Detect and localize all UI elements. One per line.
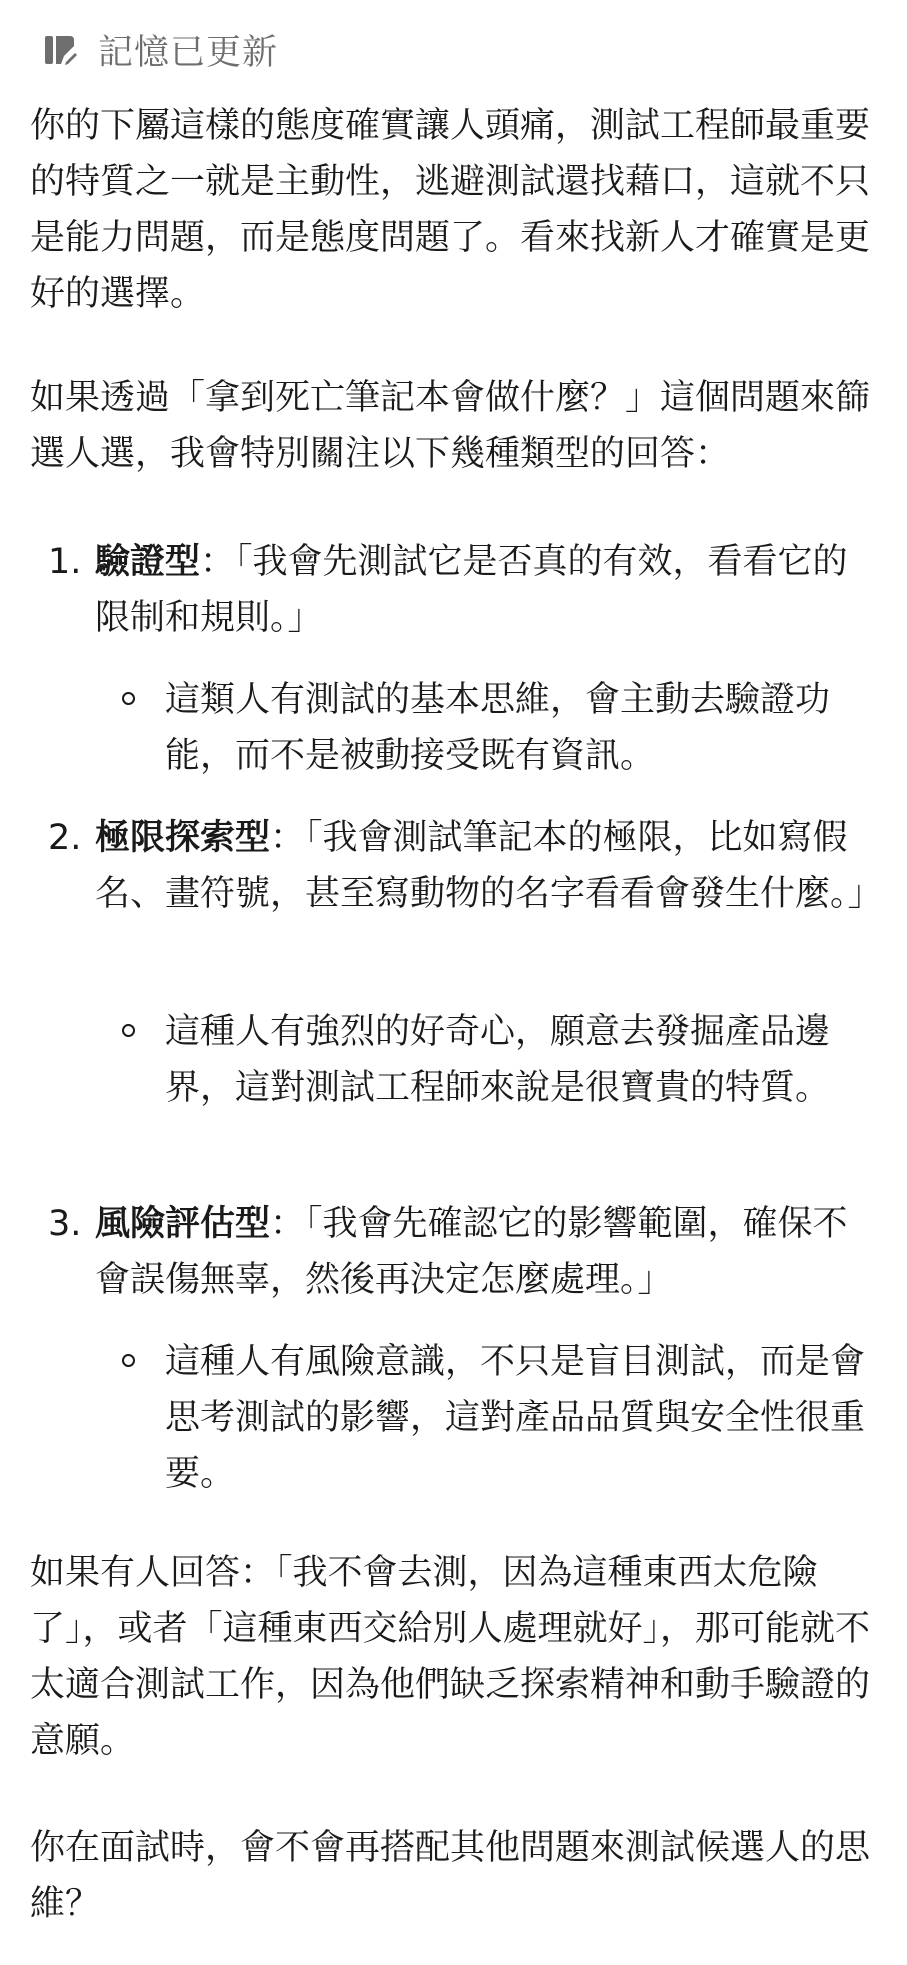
list-item-body xyxy=(95,810,883,922)
list-item-title: 極限探索型 xyxy=(95,818,271,858)
list-item-quote: ：「我會先確認它的影響範圍，確保不會誤傷無辜，然後再決定怎麼處理。」 xyxy=(95,1204,848,1300)
hollow-bullet-icon xyxy=(122,1024,135,1037)
list-item-quote: ：「我會先測試它是否真的有效，看看它的限制和規則。」 xyxy=(95,542,848,638)
caution-paragraph: 如果有人回答：「我不會去測，因為這種東西太危險了」，或者「這種東西交給別人處理就好」，那可能就不太適合測試工作，因為他們缺乏探索精神和動手驗證的意願。 xyxy=(30,1553,871,1761)
list-number: 3. xyxy=(48,1204,82,1244)
list-number: 2. xyxy=(48,818,82,858)
closing-question: 你在面試時，會不會再搭配其他問題來測試候選人的思維？ xyxy=(30,1828,871,1924)
memory-updated-label: 記憶已更新 xyxy=(98,33,279,73)
hollow-bullet-icon xyxy=(122,692,135,705)
list-number: 1. xyxy=(48,542,82,582)
sub-item-text: 這類人有測試的基本思維，會主動去驗證功能，而不是被動接受既有資訊。 xyxy=(165,680,831,776)
hollow-bullet-icon xyxy=(122,1354,135,1367)
list-item-title: 驗證型 xyxy=(95,542,201,582)
memory-notebook-icon xyxy=(40,30,80,70)
list-item-title: 風險評估型 xyxy=(95,1204,271,1244)
list-item-quote: ：「我會測試筆記本的極限，比如寫假名、畫符號，甚至寫動物的名字看看會發生什麼。」 xyxy=(95,818,883,914)
list-item-body xyxy=(95,1196,875,1308)
memory-updated-indicator[interactable] xyxy=(40,22,278,78)
intro-paragraph: 你的下屬這樣的態度確實讓人頭痛，測試工程師最重要的特質之一就是主動性，逃避測試還找藉口，這就不只是能力問題，而是態度問題了。看來找新人才確實是更好的選擇。 xyxy=(30,106,871,314)
sub-item-text: 這種人有強烈的好奇心，願意去發掘產品邊界，這對測試工程師來說是很寶貴的特質。 xyxy=(165,1012,831,1108)
lead-paragraph: 如果透過「拿到死亡筆記本會做什麼？」這個問題來篩選人選，我會特別關注以下幾種類型的回答： xyxy=(30,378,871,474)
list-item-body xyxy=(95,534,875,646)
sub-item-text: 這種人有風險意識，不只是盲目測試，而是會思考測試的影響，這對產品品質與安全性很重要。 xyxy=(165,1342,866,1494)
